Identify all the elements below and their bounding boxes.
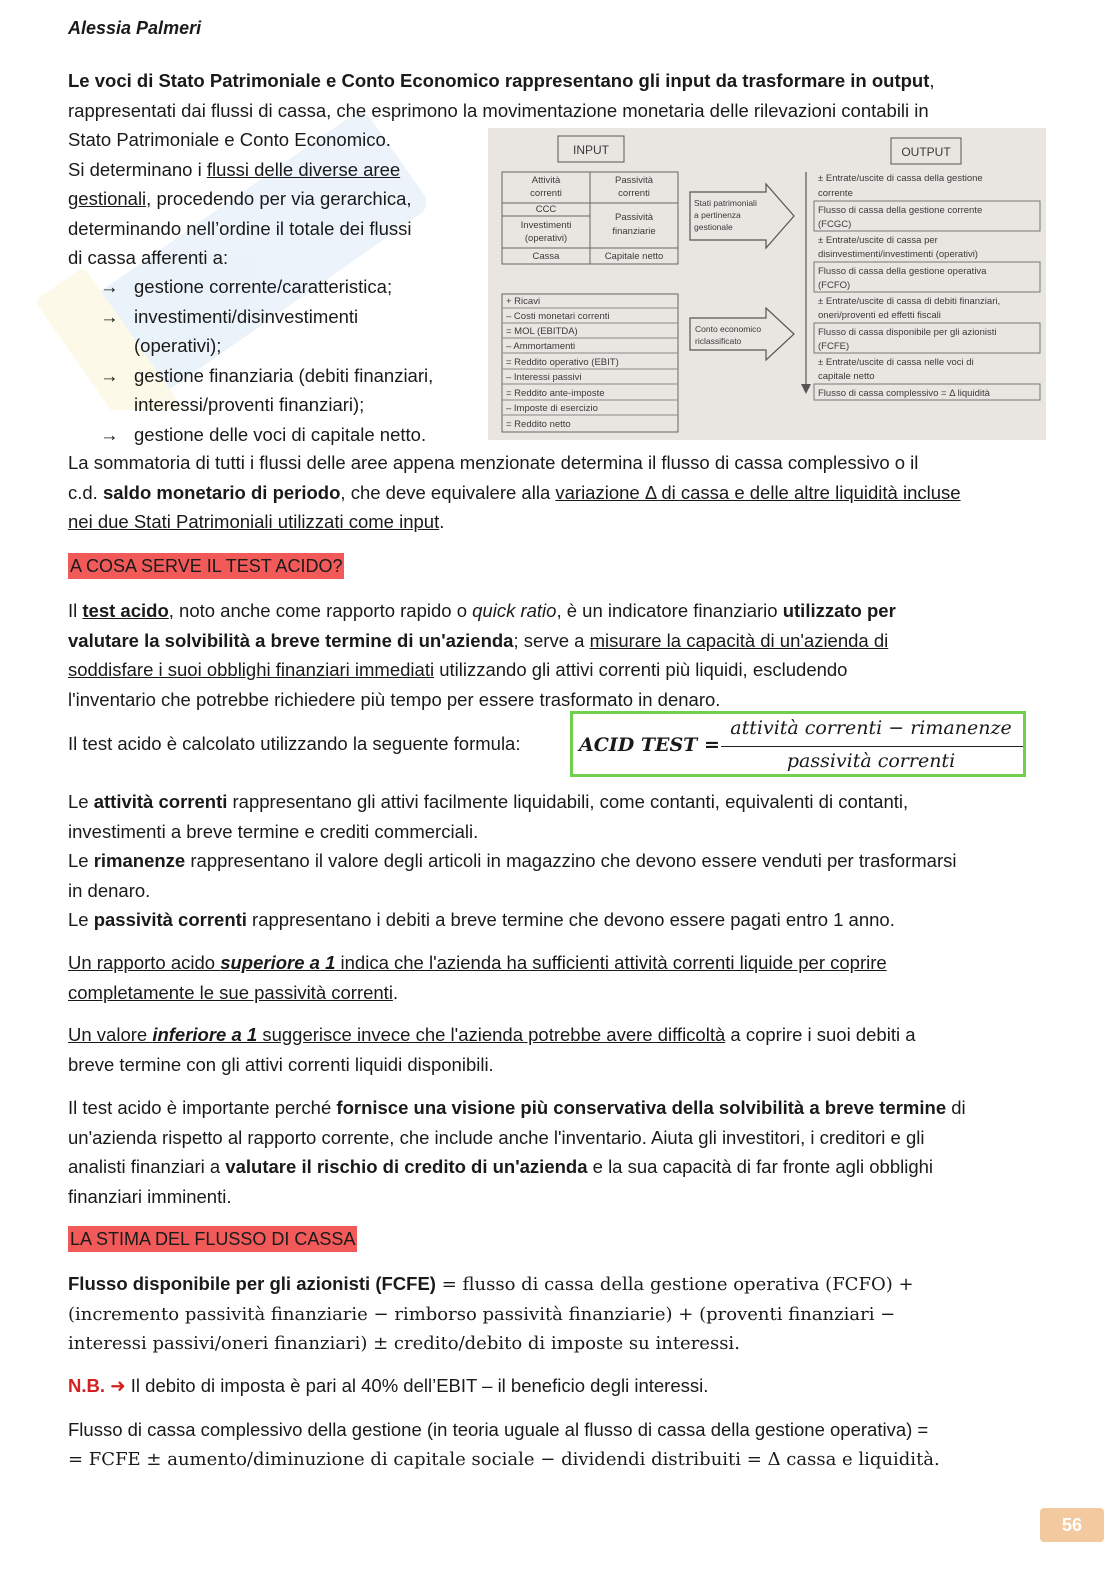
diagram-text: (FCFO)	[818, 280, 851, 291]
math-text: (incremento passività finanziarie − rimborso passività finanziarie) + (proventi finanziari −	[68, 1303, 896, 1325]
diagram-text: ± Entrate/uscite di cassa per	[818, 235, 938, 246]
math-text: interessi passivi/oneri finanziari) ± credito/debito di imposte su interessi.	[68, 1333, 740, 1354]
diagram-text: riclassificato	[695, 336, 742, 346]
diagram-text: ± Entrate/uscite di cassa di debiti finanziari,	[818, 296, 1001, 307]
text: breve termine con gli attivi correnti liquidi disponibili.	[68, 1053, 494, 1075]
arrow-icon: →	[100, 305, 119, 327]
text: .	[392, 981, 399, 1003]
intro-comma: ,	[929, 70, 935, 91]
diagram-text: (operativi)	[524, 233, 568, 244]
section-header-stima-flusso: LA STIMA DEL FLUSSO DI CASSA	[68, 1226, 357, 1252]
diagram-text: ± Entrate/uscite di cassa della gestione	[818, 173, 983, 184]
diagram-text: (FCGC)	[818, 219, 852, 230]
diagram-text: – Ammortamenti	[506, 341, 576, 352]
list-item-text: gestione delle voci di capitale netto.	[134, 423, 427, 445]
test-acido-paragraph	[68, 596, 1048, 714]
diagram-text: Investimenti	[520, 220, 572, 231]
diagram-text: disinvestimenti/investimenti (operativi)	[818, 249, 978, 260]
inferiore-paragraph	[68, 1020, 1048, 1079]
diagram-text: capitale netto	[818, 371, 875, 382]
summary-text: , che deve equivalere alla	[340, 481, 556, 503]
author-name: Alessia Palmeri	[68, 18, 202, 38]
list-item-text: (operativi);	[134, 335, 222, 356]
list-item-text: investimenti/disinvestimenti	[134, 305, 359, 327]
text: ; serve a	[513, 629, 590, 651]
summary-text: .	[439, 511, 445, 532]
list-item	[100, 302, 480, 361]
summary-bold: saldo monetario di periodo	[102, 481, 341, 503]
text: rappresentano il valore degli articoli in magazzino che devono essere venduti per trasformarsi	[185, 850, 957, 871]
text-bold: attività correnti	[93, 791, 228, 812]
text: Flusso di cassa complessivo della gestione (in teoria uguale al flusso di cassa della gestione operativa) =	[68, 1419, 929, 1440]
fcfe-formula-paragraph	[68, 1269, 1048, 1359]
text-underlined: Un valore	[68, 1024, 153, 1045]
diagram-text: Flusso di cassa della gestione corrente	[818, 205, 983, 216]
text: analisti finanziari a	[68, 1156, 226, 1177]
formula-numerator: attività correnti − rimanenze	[730, 717, 1012, 739]
diagram-text: Stati patrimoniali	[694, 198, 757, 208]
text: di	[946, 1097, 966, 1118]
diagram-text: = Reddito operativo (EBIT)	[506, 357, 619, 368]
cash-flow-diagram	[488, 128, 1046, 440]
text-underlined: suggerisce invece che l'azienda potrebbe avere difficoltà	[257, 1024, 726, 1045]
list-item	[100, 361, 480, 420]
text-underlined: completamente le sue passività correnti	[68, 981, 393, 1003]
diagram-text: (FCFE)	[818, 341, 850, 352]
diagram-text: a pertinenza	[694, 210, 741, 220]
intro-underlined: flussi delle diverse aree	[206, 158, 401, 180]
math-text: = flusso di cassa della gestione operativa (FCFO) +	[435, 1274, 914, 1295]
summary-paragraph	[68, 448, 1048, 537]
diagram-text: ± Entrate/uscite di cassa nelle voci di	[818, 357, 974, 368]
text-bold: valutare la solvibilità a breve termine di un'azienda	[68, 629, 514, 651]
diagram-text: correnti	[618, 188, 650, 199]
definitions-paragraph	[68, 787, 1048, 935]
bullet-list	[100, 272, 480, 449]
diagram-text: + Ricavi	[506, 296, 541, 307]
intro-line: Si determinano i	[68, 158, 207, 180]
intro-line: , procedendo per via gerarchica,	[146, 188, 412, 209]
diagram-text: Passività	[614, 175, 654, 186]
formula-lhs: ACID TEST =	[579, 734, 720, 756]
intro-line: determinando nell’ordine il totale dei flussi	[68, 217, 412, 239]
diagram-text: correnti	[530, 188, 562, 199]
list-item	[100, 420, 480, 450]
acid-test-formula	[570, 711, 1026, 777]
summary-line: La sommatoria di tutti i flussi delle aree appena menzionate determina il flusso di cassa complessivo o il	[68, 452, 919, 473]
text-underlined: indica che l'azienda ha sufficienti attività correnti liquide per coprire	[335, 952, 887, 973]
diagram-text: Conto economico	[695, 324, 762, 334]
arrow-icon: →	[100, 364, 119, 386]
text: e la sua capacità di far fronte agli obblighi	[587, 1156, 934, 1177]
text: a coprire i suoi debiti a	[725, 1024, 916, 1045]
list-item	[100, 272, 480, 302]
text: , è un indicatore finanziario	[556, 600, 783, 621]
text-bold: Flusso disponibile per gli azionisti (FCFE)	[68, 1273, 436, 1294]
summary-underlined: nei due Stati Patrimoniali utilizzati come input	[68, 511, 440, 532]
summary-underlined: variazione Δ di cassa e delle altre liquidità incluse	[555, 481, 961, 503]
text-bold: fornisce una visione più conservativa della solvibilità a breve termine	[336, 1097, 947, 1118]
diagram-input-label: INPUT	[573, 143, 609, 157]
text: Il	[68, 600, 83, 621]
text: Il test acido è importante perché	[68, 1097, 337, 1118]
summary-text: c.d.	[68, 481, 103, 503]
text: l'inventario che potrebbe richiedere più tempo per essere trasformato in denaro.	[68, 688, 721, 710]
text: Le	[68, 850, 94, 871]
text-bold: passività correnti	[93, 909, 247, 930]
text-italic: quick ratio	[472, 600, 557, 621]
diagram-text: – Interessi passivi	[506, 372, 582, 383]
diagram-text: Passività	[614, 212, 654, 223]
nb-note	[68, 1371, 1048, 1401]
formula-intro: Il test acido è calcolato utilizzando la seguente formula:	[68, 733, 521, 754]
arrow-icon: →	[100, 423, 119, 445]
arrow-icon: →	[100, 276, 119, 297]
diagram-text: Flusso di cassa complessivo = Δ liquidità	[818, 388, 990, 399]
diagram-text: = MOL (EBITDA)	[506, 326, 578, 337]
section-header-test-acido: A COSA SERVE IL TEST ACIDO?	[68, 553, 344, 579]
diagram-text: Cassa	[532, 251, 560, 262]
diagram-text: – Imposte di esercizio	[506, 403, 598, 414]
text: Il debito di imposta è pari al 40% dell’EBIT – il beneficio degli interessi.	[125, 1375, 709, 1396]
intro-line: rappresentati dai flussi di cassa, che esprimono la movimentazione monetaria delle rilevazioni contabili in	[68, 99, 929, 121]
text-bold: valutare il rischio di credito di un'azienda	[225, 1156, 588, 1177]
final-formula-paragraph	[68, 1415, 1048, 1474]
diagram-text: CCC	[535, 204, 557, 215]
intro-bold: Le voci di Stato Patrimoniale e Conto Economico rappresentano gli input da trasformare in output	[68, 70, 930, 91]
text: , noto anche come rapporto rapido o	[168, 600, 473, 621]
formula-denominator: passività correnti	[786, 750, 956, 772]
diagram-output-label: OUTPUT	[901, 145, 951, 159]
text: Le	[68, 791, 94, 812]
diagram-text: = Reddito netto	[506, 419, 571, 430]
text-bold: test acido	[82, 600, 169, 621]
text: finanziari imminenti.	[68, 1185, 232, 1207]
superiore-paragraph	[68, 948, 1048, 1007]
diagram-text: Flusso di cassa della gestione operativa	[818, 266, 987, 277]
text-underlined: soddisfare i suoi obblighi finanziari immediati	[68, 659, 435, 680]
text: rappresentano i debiti a breve termine che devono essere pagati entro 1 anno.	[246, 909, 895, 930]
diagram-text: Capitale netto	[604, 251, 664, 262]
text: utilizzando gli attivi correnti più liquidi, escludendo	[434, 659, 848, 680]
text-bold-italic: superiore a 1	[220, 952, 336, 973]
text: investimenti a breve termine e crediti commerciali.	[68, 820, 479, 842]
text: Le	[68, 909, 94, 930]
list-item-text: gestione finanziaria (debiti finanziari,	[134, 364, 434, 386]
nb-label: N.B.	[68, 1375, 105, 1396]
diagram-text: Attività	[531, 175, 561, 186]
intro-line: Stato Patrimoniale e Conto Economico.	[68, 129, 391, 150]
list-item-text: interessi/proventi finanziari);	[134, 394, 365, 415]
intro-line: di cassa afferenti a:	[68, 247, 229, 268]
text-underlined: misurare la capacità di un'azienda di	[589, 629, 889, 651]
text: in denaro.	[68, 879, 151, 901]
text: rappresentano gli attivi facilmente liquidabili, come contanti, equivalenti di contanti,	[227, 791, 909, 812]
diagram-text: – Costi monetari correnti	[506, 311, 610, 322]
diagram-text: Flusso di cassa disponibile per gli azionisti	[818, 327, 997, 338]
arrow-icon: ➜	[110, 1375, 126, 1396]
list-item-text: gestione corrente/caratteristica;	[134, 276, 393, 297]
diagram-text: corrente	[818, 188, 853, 199]
text-bold: utilizzato per	[782, 600, 896, 621]
diagram-text: = Reddito ante-imposte	[506, 388, 605, 399]
text-bold: rimanenze	[93, 850, 186, 871]
diagram-text: gestionale	[694, 222, 733, 232]
page-number: 56	[1040, 1508, 1104, 1542]
text-bold-italic: inferiore a 1	[152, 1024, 258, 1045]
text-underlined: Un rapporto acido	[68, 952, 221, 973]
diagram-text: oneri/proventi ed effetti fiscali	[818, 310, 941, 321]
importance-paragraph	[68, 1093, 1048, 1211]
fraction-bar	[721, 746, 1023, 747]
math-text: = FCFE ± aumento/diminuzione di capitale sociale − dividendi distribuiti = Δ cassa e liquidità.	[68, 1448, 940, 1470]
text: un'azienda rispetto al rapporto corrente, che include anche l'inventario. Aiuta gli investitori, i creditori e gli	[68, 1126, 925, 1148]
diagram-text: finanziarie	[612, 226, 656, 237]
intro-underlined: gestionali	[68, 188, 147, 209]
